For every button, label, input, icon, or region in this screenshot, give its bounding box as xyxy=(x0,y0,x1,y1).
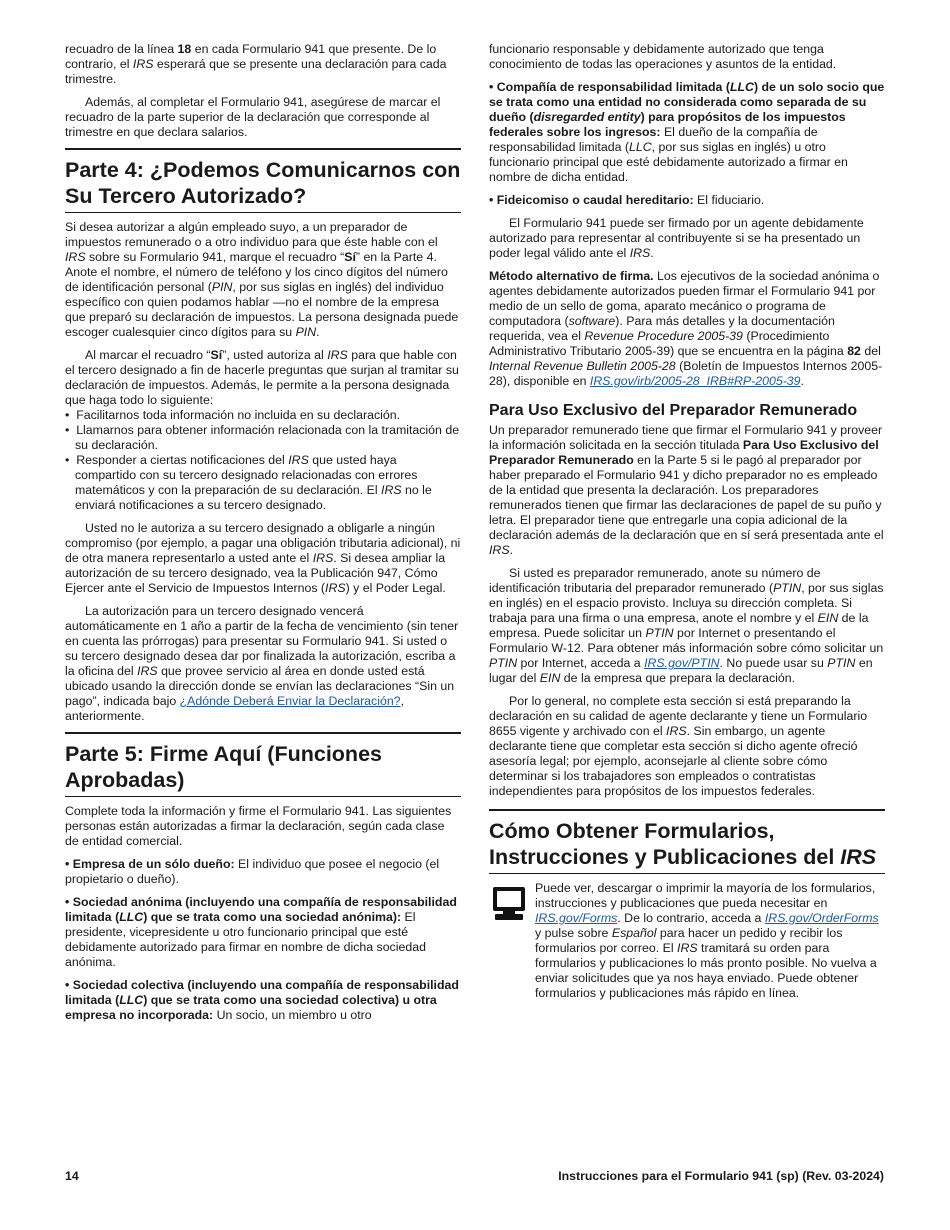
paragraph-third-party: Si desea autorizar a algún empleado suyo, a un preparador de impuestos remunerado o a otro individuo para que éste hable con el IRS sobre su Formulario 941, marque el recuadro “Sí” en la Parte 4. Anote el nombre, el número de teléfono y los cinco dígitos del número de identificación personal (PIN, por sus siglas en inglés) del individuo específico con quien podamos hablar —no el nombre de la empresa que preparó su declaración de impuestos. La persona designada puede escoger cualesquier cinco dígitos para su PIN. xyxy=(65,220,459,339)
ptin-link[interactable]: IRS.gov/PTIN xyxy=(644,656,720,670)
paragraph-agent-sign: El Formulario 941 puede ser firmado por un agente debidamente autorizado para representar al contribuyente si se ha presentado un poder legal válido ante el IRS. xyxy=(489,216,864,260)
heading-part4: Parte 4: ¿Podemos Comunicarnos con Su Tercero Autorizado? xyxy=(65,148,461,213)
heading-paid-preparer: Para Uso Exclusivo del Preparador Remunerado xyxy=(489,402,858,419)
entity-partnership: • Sociedad colectiva (incluyendo una compañía de responsabilidad limitada (LLC) que se trata como una sociedad colectiva) u otra empresa no incorporada: Un socio, un miembro u otro xyxy=(65,978,459,1022)
entity-trust-estate: • Fideicomiso o caudal hereditario: El fiduciario. xyxy=(489,193,765,207)
heading-part5: Parte 5: Firme Aquí (Funciones Aprobadas) xyxy=(65,732,461,797)
paragraph-line18: recuadro de la línea 18 en cada Formulario 941 que presente. De lo contrario, el IRS esperará que se presente una declaración para cada trimestre. xyxy=(65,42,447,86)
irs-forms-link[interactable]: IRS.gov/Forms xyxy=(535,911,618,925)
paragraph-authorize: Al marcar el recuadro “Sí”, usted autoriza al IRS para que hable con el tercero designado a fin de hacerle preguntas que surjan al tramitar su declaración de impuestos. Además, le permite a la persona designada que haga todo lo siguiente: xyxy=(65,348,459,407)
paragraph-ptin: Si usted es preparador remunerado, anote su número de identificación tributaria del preparador remunerado (PTIN, por sus siglas en inglés) en el espacio provisto. Incluya su dirección completa. Si trabaja para una firma o una empresa, anote el nombre y el EIN de la empresa. Puede solicitar un PTIN por Internet o presentando el Formulario W-12. Para obtener más información sobre cómo solicitar un PTIN por Internet, acceda a IRS.gov/PTIN. No puede usar su PTIN en lugar del EIN de la empresa que prepara la declaración. xyxy=(489,566,884,685)
paragraph-sign-intro: Complete toda la información y firme el Formulario 941. Las siguientes personas están autorizadas a firmar la declaración, según cada clase de entidad comercial. xyxy=(65,804,452,848)
paragraph-no-obligation: Usted no le autoriza a su tercero designado a obligarle a ningún compromiso (por ejemplo, a pagar una obligación tributaria adicional), ni de otra manera representarlo a usted ante el IRS. Si desea ampliar la autorización de su tercero designado, vea la Publicación 947, Cómo Ejercer ante el Servicio de Impuestos Internos (IRS) y el Poder Legal. xyxy=(65,521,461,595)
paragraph-reporting-agent: Por lo general, no complete esta sección si está preparando la declaración en su calidad de agente declarante y tiene un Formulario 8655 vigente y archivado con el IRS. Sin embargo, un agente declarante tiene que completar esta sección si dicho agente ofreció asesoría legal; por ejemplo, aconsejarle al cliente sobre cómo determinar si los trabajadores son empleados o contratistas independientes para propósitos de los impuestos federales. xyxy=(489,694,868,798)
list-item: • Llamarnos para obtener información relacionada con la tramitación de su declaración. xyxy=(65,423,460,452)
paragraph-preparer-sign: Un preparador remunerado tiene que firmar el Formulario 941 y proveer la información solicitada en la sección titulada Para Uso Exclusivo del Preparador Remunerado en la Parte 5 si le pagó al preparador por haber preparado el Formulario 941 y dicho preparador no es empleado de la entidad que presenta la declaración. Los preparadores remunerados tienen que firmar las declaraciones de papel de su puño y letra. El preparador tiene que entregarle una copia adicional de la declaración además de la declaración que en sí será presentada ante el IRS. xyxy=(489,423,884,557)
paragraph-alt-signature: Método alternativo de firma. Los ejecutivos de la sociedad anónima o agentes debidamente autorizados pueden firmar el Formulario 941 por medio de un sello de goma, aparato mecánico o programa de computadora (software). Para más detalles y la documentación requerida, vea el Revenue Procedure 2005-39 (Procedimiento Administrativo Tributario 2005-39) que se encuentra en la página 82 del Internal Revenue Bulletin 2005-28 (Boletín de Impuestos Internos 2005-28), disponible en IRS.gov/irb/2005-28_IRB#RP-2005-39. xyxy=(489,269,883,388)
entity-corporation: • Sociedad anónima (incluyendo una compañía de responsabilidad limitada (LLC) que se trata como una sociedad anónima): El presidente, vicepresidente u otro funcionario principal que esté debidamente autorizado para firmar en nombre de dicha sociedad anónima. xyxy=(65,895,457,969)
irs-order-forms-link[interactable]: IRS.gov/OrderForms xyxy=(764,911,879,925)
list-item: • Responder a ciertas notificaciones del IRS que usted haya compartido con su tercero designado relacionadas con errores matemáticos y con la preparación de su declaración. El IRS no le enviará notificaciones a su tercero designado. xyxy=(65,453,432,512)
heading-get-forms: Cómo Obtener Formularios, Instrucciones y Publicaciones del IRS xyxy=(489,809,885,874)
authorization-list xyxy=(65,408,461,513)
where-to-file-link[interactable]: ¿Adónde Deberá Enviar la Declaración? xyxy=(179,694,401,708)
page-number: 14 xyxy=(65,1169,79,1183)
paragraph-mark-quarter: Además, al completar el Formulario 941, asegúrese de marcar el recuadro de la parte superior de la declaración que corresponde al trimestre en que declara salarios. xyxy=(65,95,441,139)
revenue-procedure-link[interactable]: IRS.gov/irb/2005-28_IRB#RP-2005-39 xyxy=(589,374,801,388)
entity-single-member-llc: • Compañía de responsabilidad limitada (LLC) de un solo socio que se trata como una entidad no considerada como separada de su dueño (disregarded entity) para propósitos de los impuestos federales sobre los ingresos: El dueño de la compañía de responsabilidad limitada (LLC, por sus siglas en inglés) u otro funcionario principal que esté debidamente autorizado a firmar en nombre de dicha entidad. xyxy=(489,80,885,184)
forms-block xyxy=(489,881,885,1001)
left-column xyxy=(65,42,461,1031)
paragraph-responsible-officer: funcionario responsable y debidamente autorizado que tenga conocimiento de todas las operaciones y asuntos de la entidad. xyxy=(489,42,837,71)
computer-icon xyxy=(489,883,529,923)
paragraph-expiration: La autorización para un tercero designado vencerá automáticamente en 1 año a partir de la fecha de vencimiento (sin tener en cuenta las prórrogas) para presentar su Formulario 941. Si usted o su tercero designado desea dar por finalizada la autorización, escriba a la oficina del IRS que provee servicio al área en donde usted está ubicado usando la dirección donde se envían las declaraciones “Sin un pago”, indicada bajo ¿Adónde Deberá Enviar la Declaración?, anteriormente. xyxy=(65,604,459,723)
document-title-footer: Instrucciones para el Formulario 941 (sp) (Rev. 03-2024) xyxy=(558,1169,884,1183)
list-item: • Facilitarnos toda información no incluida en su declaración. xyxy=(65,408,401,422)
right-column xyxy=(489,42,885,1001)
entity-sole-proprietor: • Empresa de un sólo dueño: El individuo que posee el negocio (el propietario o dueño). xyxy=(65,857,440,886)
paragraph-get-forms: Puede ver, descargar o imprimir la mayoría de los formularios, instrucciones y publicaciones que pueda necesitar en IRS.gov/Forms. De lo contrario, acceda a IRS.gov/OrderForms y pulse sobre Español para hacer un pedido y recibir los formularios por correo. El IRS tramitará su orden para formularios y publicaciones lo más pronto posible. No vuelva a enviar solicitudes que ya nos haya enviado. Puede obtener formularios y publicaciones más rápido en línea. xyxy=(535,881,879,1000)
